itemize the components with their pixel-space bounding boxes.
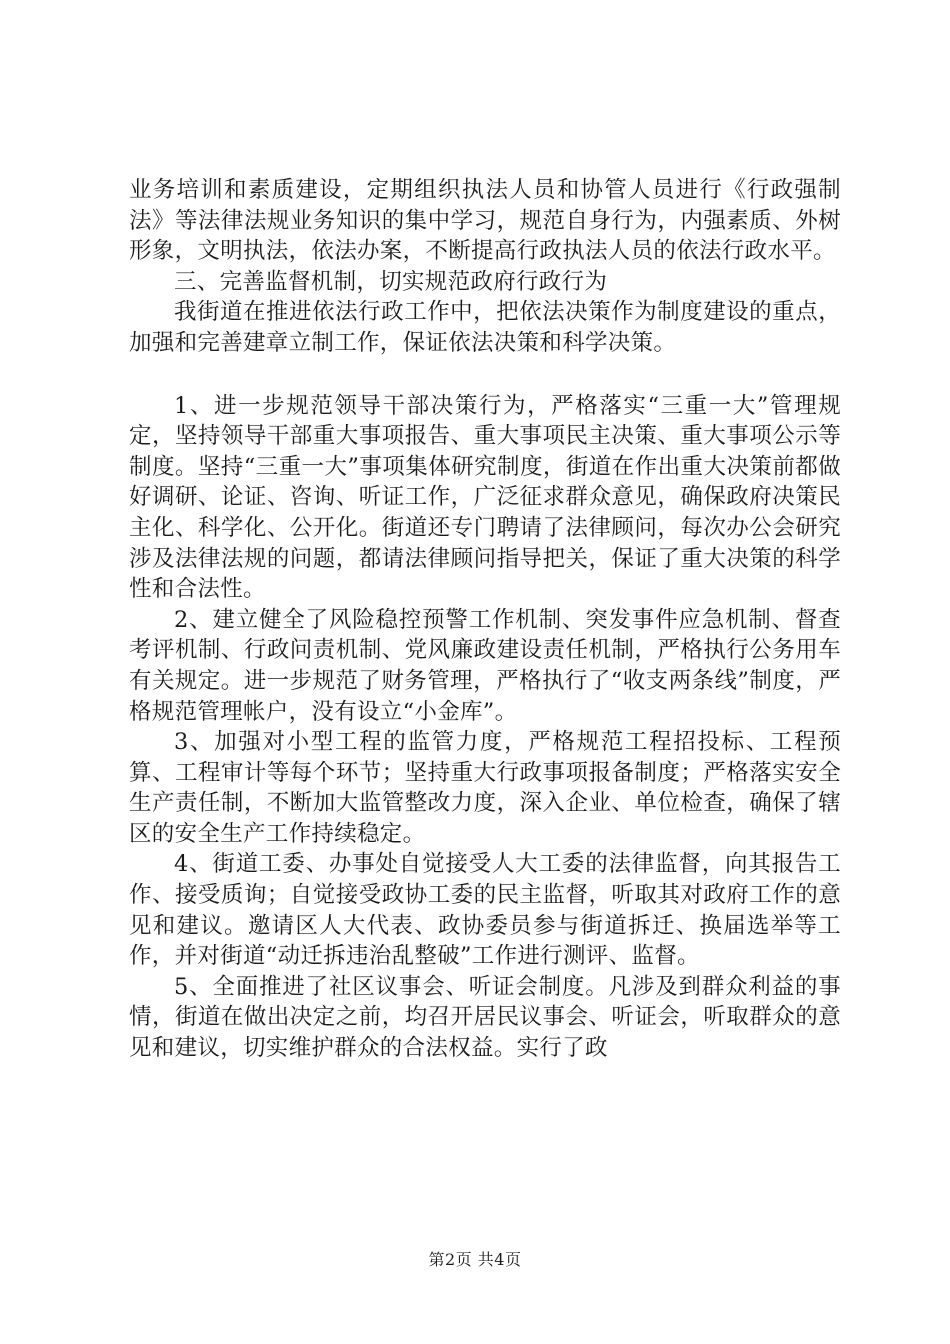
list-item-2: 2、建立健全了风险稳控预警工作机制、突发事件应急机制、督查考评机制、行政问责机制、党风廉政建设责任机制，严格执行公务用车有关规定。进一步规范了财务管理，严格执行了“收支两条线”制度，严格规范管理帐户，没有设立“小金库”。 — [129, 606, 841, 725]
list-item-4: 4、街道工委、办事处自觉接受人大工委的法律监督，向其报告工作、接受质询；自觉接受政协工委的民主监督，听取其对政府工作的意见和建议。邀请区人大代表、政协委员参与街道拆迁、换届选举等工作，并对街道“动迁拆违治乱整破”工作进行测评、监督。 — [129, 851, 841, 970]
page-number: 第2页 共4页 — [428, 1250, 522, 1269]
paragraph-intro: 我街道在推进依法行政工作中，把依法决策作为制度建设的重点，加强和完善建章立制工作，保证依法决策和科学决策。 — [129, 299, 841, 356]
paragraph-continuation: 业务培训和素质建设，定期组织执法人员和协管人员进行《行政强制法》等法律法规业务知识的集中学习，规范自身行为，内强素质、外树形象，文明执法，依法办案，不断提高行政执法人员的依法行政水平。 — [129, 177, 841, 265]
list-item-5: 5、全面推进了社区议事会、听证会制度。凡涉及到群众利益的事情，街道在做出决定之前，均召开居民议事会、听证会，听取群众的意见和建议，切实维护群众的合法权益。实行了政 — [129, 973, 841, 1062]
document-body — [129, 175, 841, 1064]
page-footer — [0, 1247, 950, 1270]
list-item-3: 3、加强对小型工程的监管力度，严格规范工程招投标、工程预算、工程审计等每个环节；坚持重大行政事项报备制度；严格落实安全生产责任制，不断加大监管整改力度，深入企业、单位检查，确保了辖区的安全生产工作持续稳定。 — [129, 729, 841, 847]
section-heading: 三、完善监督机制，切实规范政府行政行为 — [174, 268, 608, 295]
list-item-1: 1、进一步规范领导干部决策行为，严格落实“三重一大”管理规定，坚持领导干部重大事项报告、重大事项民主决策、重大事项公示等制度。坚持“三重一大”事项集体研究制度，街道在作出重大决策前都做好调研、论证、咨询、听证工作，广泛征求群众意见，确保政府决策民主化、科学化、公开化。街道还专门聘请了法律顾问，每次办公会研究涉及法律法规的问题，都请法律顾问指导把关，保证了重大决策的科学性和合法性。 — [129, 392, 841, 603]
